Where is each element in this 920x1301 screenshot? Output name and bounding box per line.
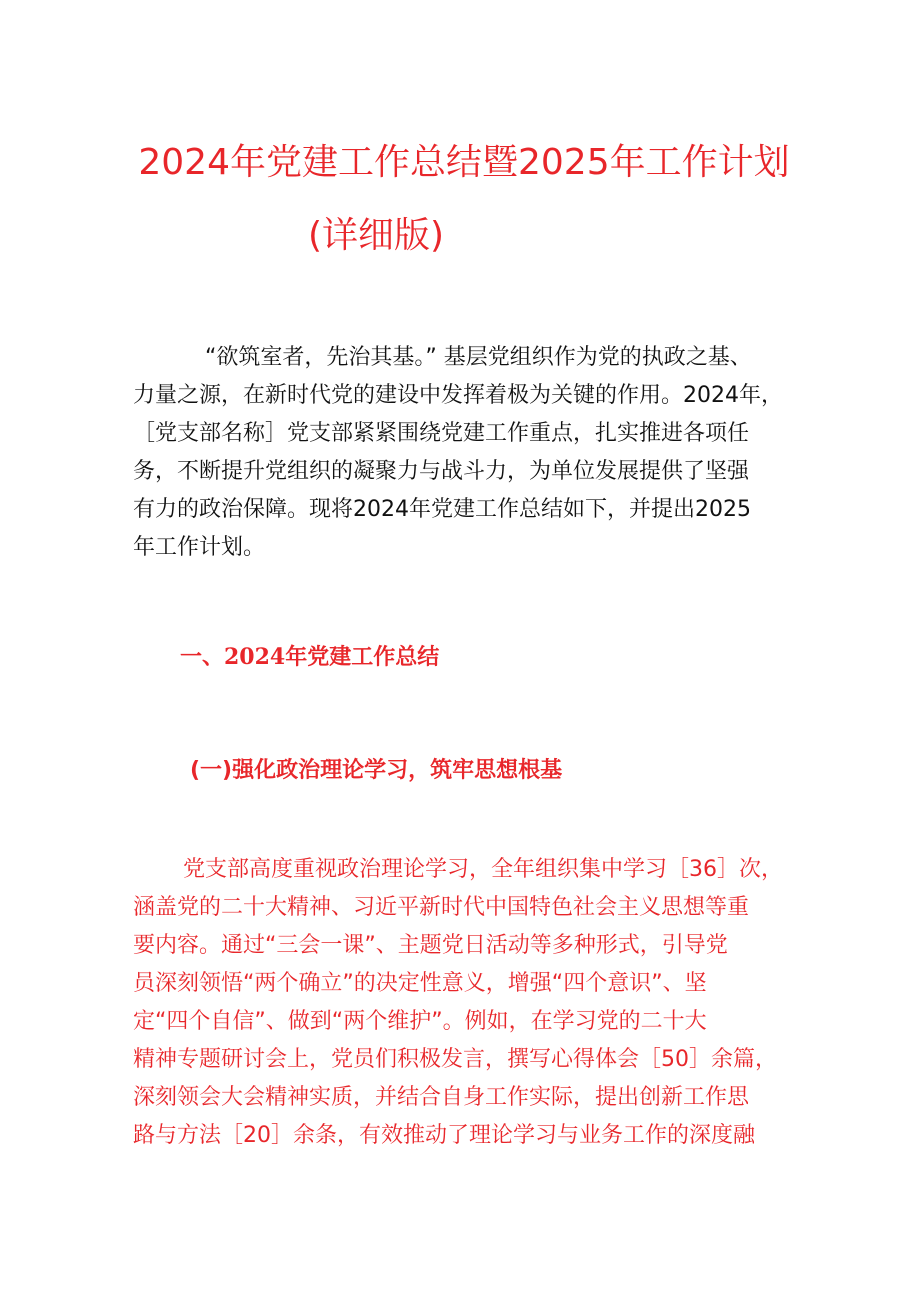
- body-line: 深刻领会大会精神实质，并结合自身工作实际，提出创新工作思: [133, 1085, 750, 1110]
- intro-paragraph: [133, 339, 793, 567]
- intro-line: 务，不断提升党组织的凝聚力与战斗力，为单位发展提供了坚强: [133, 459, 750, 484]
- intro-line: 有力的政治保障。现将2024年党建工作总结如下，并提出2025: [133, 497, 751, 522]
- document-subtitle: (详细版): [308, 215, 445, 256]
- body-paragraph: [133, 851, 793, 1155]
- body-line: 要内容。通过“三会一课”、主题党日活动等多种形式，引导党: [133, 933, 728, 958]
- intro-line: ［党支部名称］党支部紧紧围绕党建工作重点，扎实推进各项任: [133, 421, 750, 446]
- body-line: 精神专题研讨会上，党员们积极发言，撰写心得体会［50］余篇，: [133, 1047, 777, 1072]
- intro-line: 年工作计划。: [133, 535, 266, 560]
- document-title: 2024年党建工作总结暨2025年工作计划: [138, 142, 790, 183]
- body-line: 涵盖党的二十大精神、习近平新时代中国特色社会主义思想等重: [133, 895, 750, 920]
- intro-line: “欲筑室者，先治其基。” 基层党组织作为党的执政之基、: [205, 345, 752, 370]
- body-line: 定“四个自信”、做到“两个维护”。例如，在学习党的二十大: [133, 1009, 707, 1034]
- body-line: 路与方法［20］余条，有效推动了理论学习与业务工作的深度融: [133, 1123, 755, 1148]
- body-line: 员深刻领悟“两个确立”的决定性意义，增强“四个意识”、坚: [133, 971, 707, 996]
- body-line: 党支部高度重视政治理论学习，全年组织集中学习［36］次，: [183, 857, 783, 882]
- section-heading: 一、2024年党建工作总结: [180, 644, 440, 670]
- intro-line: 力量之源，在新时代党的建设中发挥着极为关键的作用。2024年，: [133, 383, 783, 408]
- subsection-heading: (一)强化政治理论学习，筑牢思想根基: [190, 758, 563, 783]
